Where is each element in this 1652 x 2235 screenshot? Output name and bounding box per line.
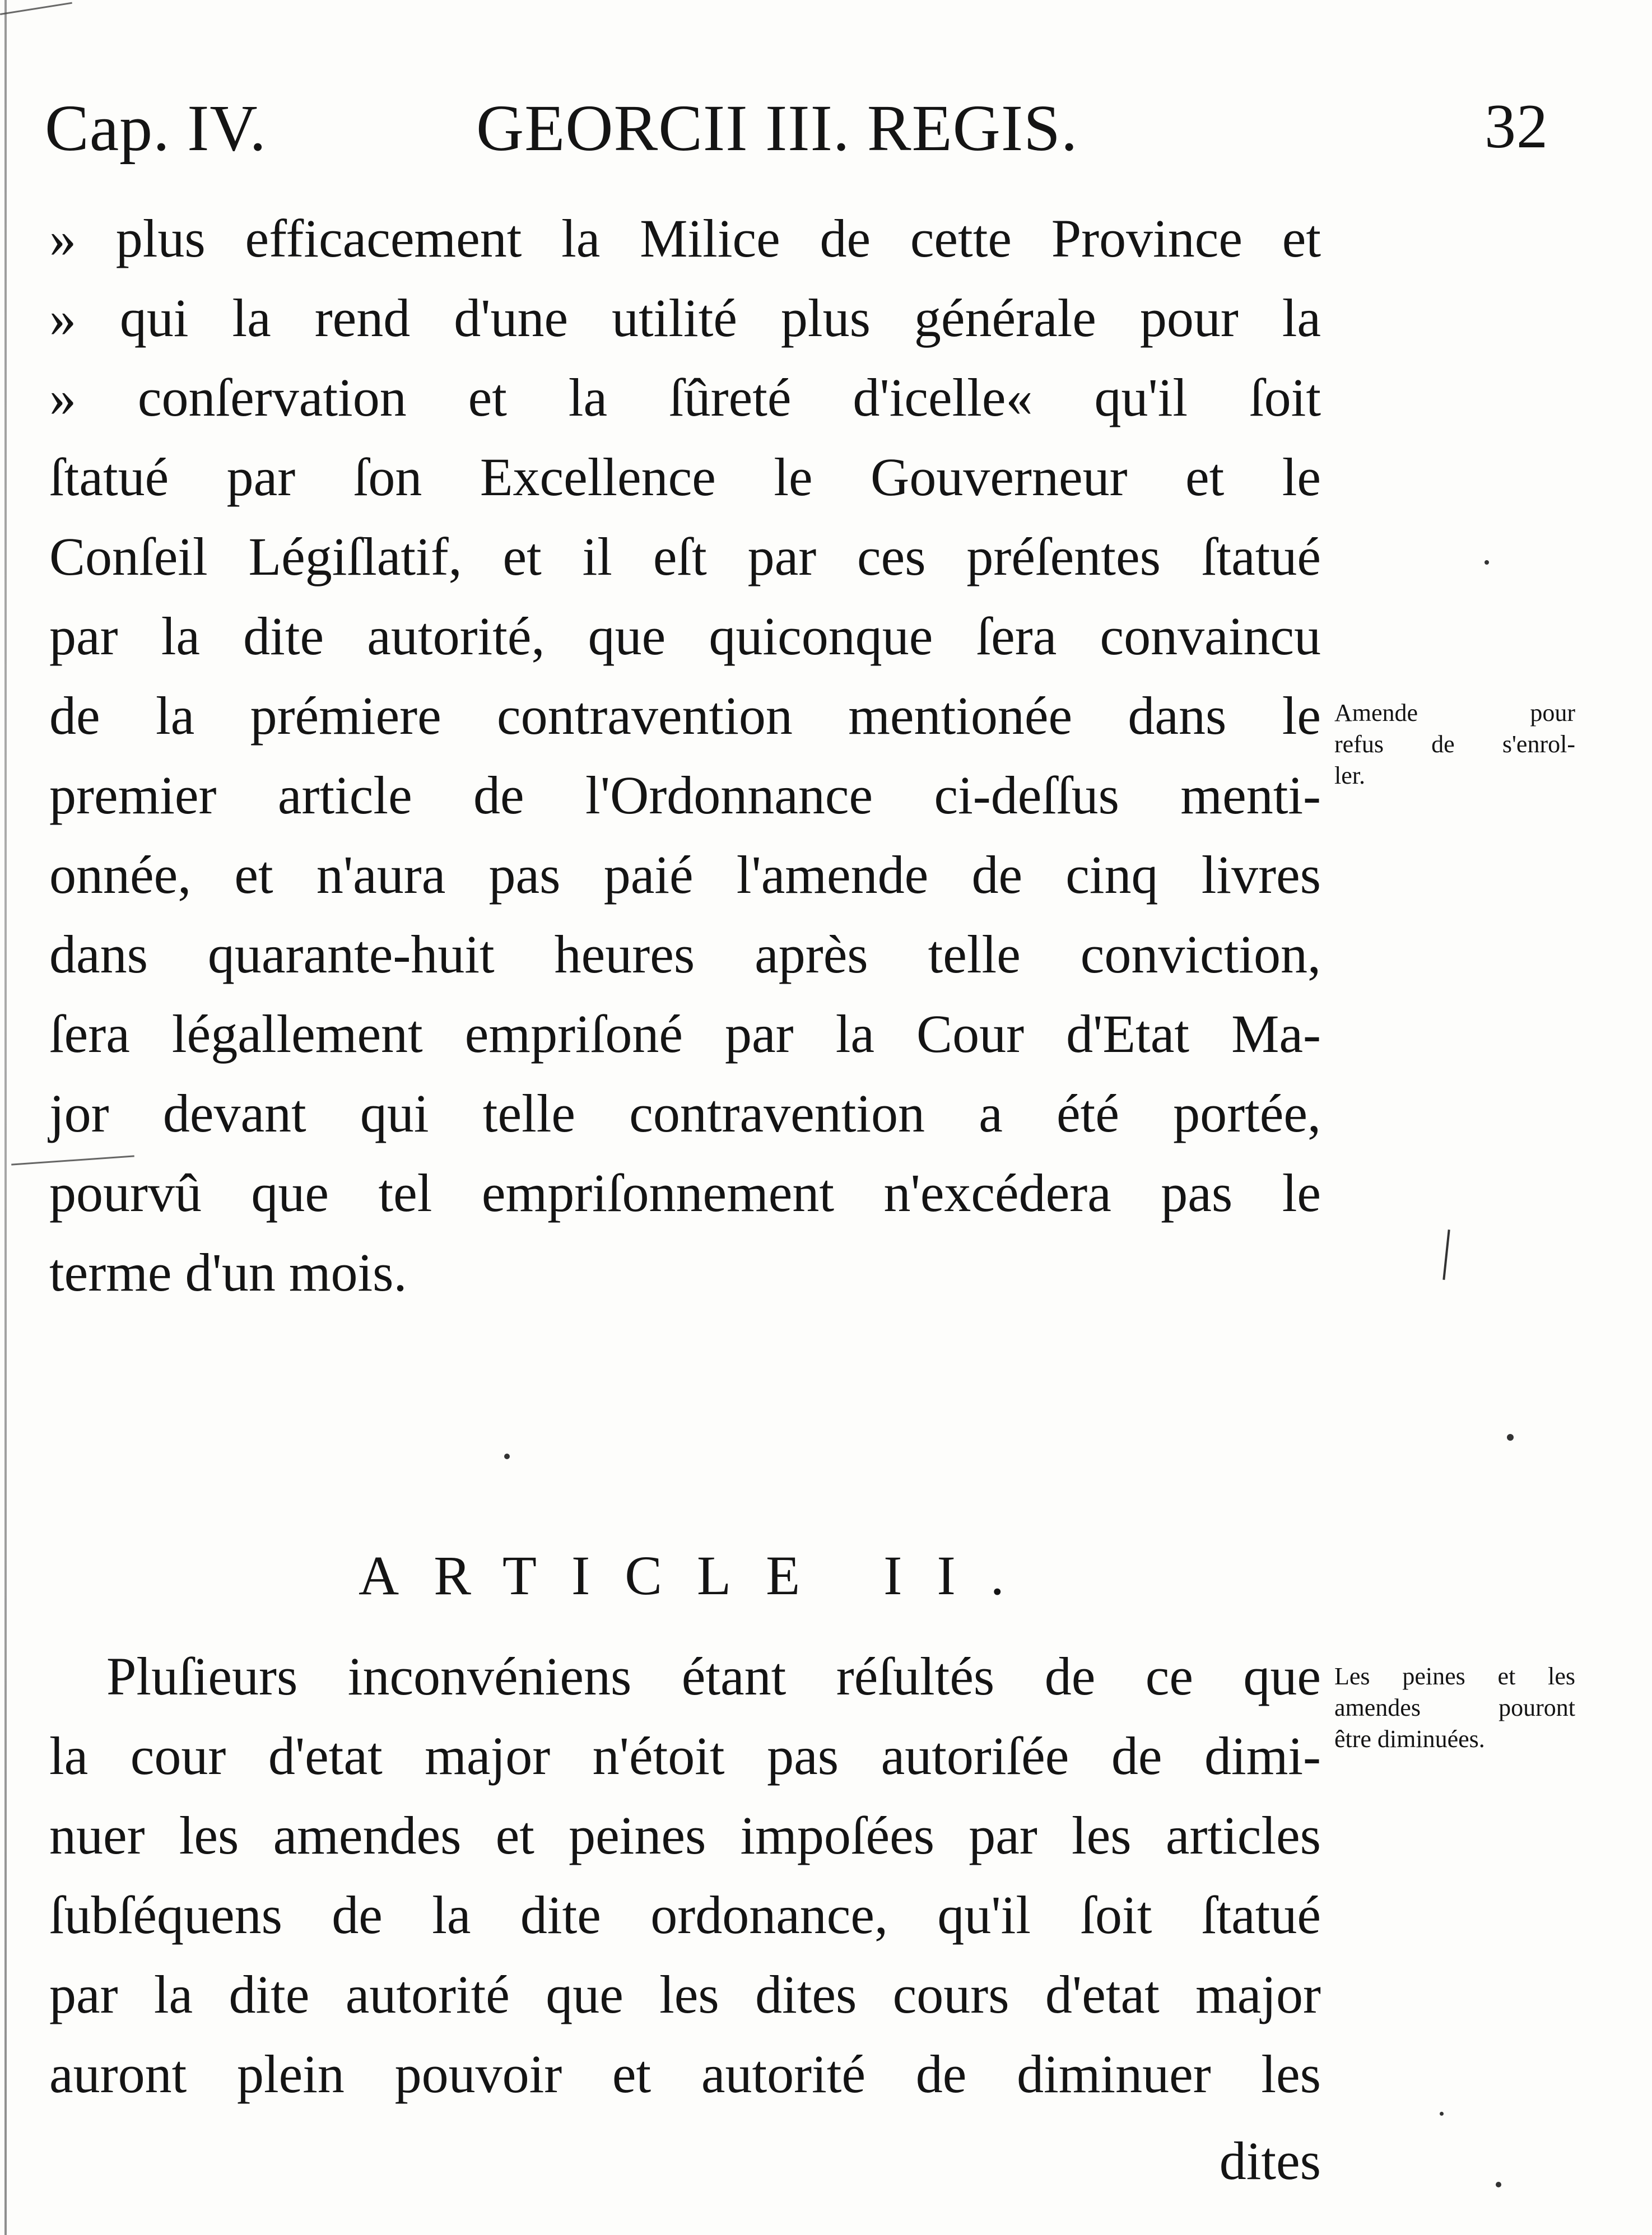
margin-note-line: être diminuées. <box>1334 1725 1485 1753</box>
scan-speck <box>1507 1434 1514 1441</box>
scan-artifact-tick <box>1442 1230 1450 1280</box>
text-line: nuer les amendes et peines impoſées par les articles <box>49 1805 1321 1865</box>
scan-speck <box>504 1454 510 1459</box>
text-line: par la dite autorité que les dites cours d'etat major <box>49 1964 1321 2024</box>
scan-speck <box>1485 560 1489 565</box>
text-line: ſtatué par ſon Excellence le Gouverneur et le <box>49 447 1321 507</box>
text-line: jor devant qui telle contravention a été portée, <box>49 1083 1321 1143</box>
margin-note-line: Amende pour <box>1334 699 1575 727</box>
text-line: ſubſéquens de la dite ordonance, qu'il ſoit ſtatué <box>49 1885 1321 1945</box>
scan-speck <box>1496 2182 1501 2187</box>
text-line: par la dite autorité, que quiconque ſera convaincu <box>49 606 1321 666</box>
catchword: dites <box>1219 2131 1321 2191</box>
margin-note-line: amendes pouront <box>1334 1694 1575 1721</box>
scan-artifact-corner-line <box>0 2 72 15</box>
text-line: premier article de l'Ordonnance ci-deſſus menti- <box>49 765 1321 825</box>
page-number: 32 <box>1485 92 1548 161</box>
text-line: de la prémiere contravention mentionée dans le <box>49 686 1321 746</box>
text-line: » qui la rend d'une utilité plus générale pour la <box>49 288 1321 348</box>
text-line: onnée, et n'aura pas paié l'amende de cinq livres <box>49 845 1321 905</box>
text-line: ſera légallement empriſoné par la Cour d'Etat Ma- <box>49 1004 1321 1064</box>
article-2-heading: ARTICLE II. <box>359 1544 1039 1607</box>
scan-edge-shadow <box>4 0 7 2235</box>
margin-note-line: Les peines et les <box>1334 1663 1575 1690</box>
text-line: terme d'un mois. <box>49 1242 407 1302</box>
margin-note-peines <box>1334 1661 1575 1755</box>
text-line: auront plein pouvoir et autorité de diminuer les <box>49 2044 1321 2104</box>
text-line: » conſervation et la ſûreté d'icelle« qu'il ſoit <box>49 367 1321 427</box>
text-line: Pluſieurs inconvéniens étant réſultés de ce que <box>106 1646 1321 1706</box>
margin-note-line: ler. <box>1334 762 1365 789</box>
text-line: Conſeil Légiſlatif, et il eſt par ces préſentes ſtatué <box>49 527 1321 586</box>
scan-speck <box>1440 2112 1444 2116</box>
margin-note-line: refus de s'enrol- <box>1334 730 1575 758</box>
running-head-chapter: Cap. IV. <box>45 91 267 165</box>
text-line: la cour d'etat major n'étoit pas autoriſée de dimi- <box>49 1726 1321 1786</box>
running-head-title: GEORCII III. REGIS. <box>476 91 1078 165</box>
text-line: pourvû que tel empriſonnement n'excédera pas le <box>49 1163 1321 1223</box>
margin-note-amende <box>1334 697 1575 791</box>
text-line: dans quarante-huit heures après telle conviction, <box>49 924 1321 984</box>
text-line: » plus efficacement la Milice de cette Province et <box>49 208 1321 268</box>
